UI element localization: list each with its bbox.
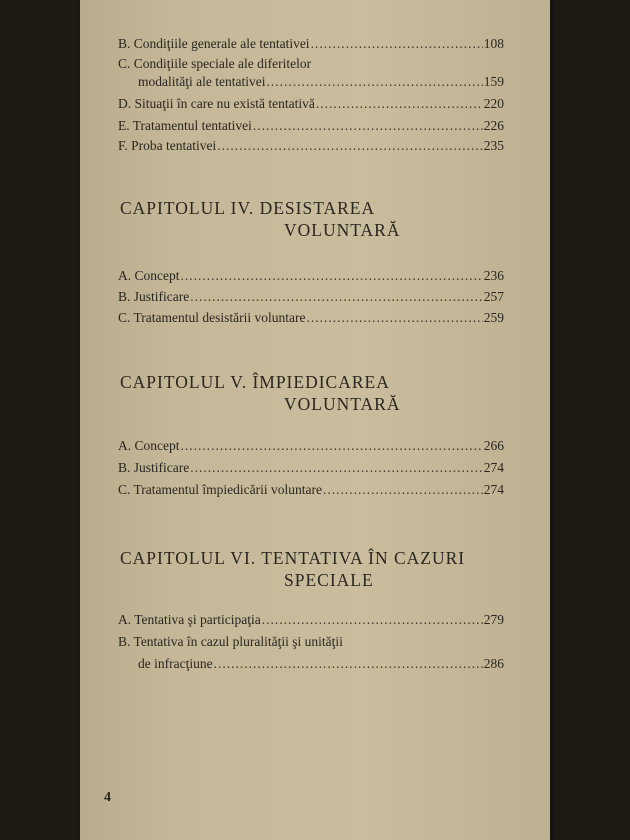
toc-entry-page: 286 xyxy=(483,656,504,671)
chapter-heading: CAPITOLUL IV. DESISTAREA xyxy=(120,198,376,218)
chapter-heading-continued: VOLUNTARĂ xyxy=(284,394,401,414)
toc-entry xyxy=(118,482,504,498)
toc-entry-title: E. Tratamentul tentativei xyxy=(118,118,252,133)
toc-entry xyxy=(118,138,504,154)
toc-entry xyxy=(118,656,504,672)
dot-leader xyxy=(181,268,483,284)
toc-entry-title: de infracţiune xyxy=(138,656,213,671)
toc-entry xyxy=(118,289,504,305)
toc-entry-title: F. Proba tentativei xyxy=(118,138,217,153)
dot-leader xyxy=(306,310,482,326)
toc-entry-title: A. Concept xyxy=(118,268,180,283)
dot-leader xyxy=(214,656,483,672)
toc-entry-page: 220 xyxy=(483,96,504,111)
toc-entry-page: 266 xyxy=(483,438,504,453)
dot-leader xyxy=(323,482,483,498)
page-number: 4 xyxy=(104,790,111,805)
chapter-heading-continued: SPECIALE xyxy=(284,570,374,590)
dot-leader xyxy=(181,438,483,454)
toc-entry xyxy=(118,460,504,476)
toc-entry xyxy=(118,310,504,326)
toc-entry-title: C. Condiţiile speciale ale diferitelor xyxy=(118,56,312,71)
toc-entry xyxy=(118,268,504,284)
dot-leader xyxy=(217,138,482,154)
toc-entry-page: 279 xyxy=(483,612,504,627)
toc-entry-page: 274 xyxy=(483,482,504,497)
toc-entry-title: C. Tratamentul împiedicării voluntare xyxy=(118,482,322,497)
toc-entry-page: 226 xyxy=(483,118,504,133)
toc-entry xyxy=(118,118,504,134)
toc-entry-title: B. Tentativa în cazul pluralităţii şi unităţii xyxy=(118,634,343,649)
toc-entry-title: A. Tentativa şi participaţia xyxy=(118,612,261,627)
toc-entry-page: 108 xyxy=(483,36,504,51)
toc-entry-title: B. Condiţiile generale ale tentativei xyxy=(118,36,310,51)
chapter-heading-continued: VOLUNTARĂ xyxy=(284,220,401,240)
toc-entry xyxy=(118,96,504,112)
toc-entry-page: 274 xyxy=(483,460,504,475)
dot-leader xyxy=(190,289,483,305)
toc-entry-page: 159 xyxy=(483,74,504,89)
dot-leader xyxy=(190,460,483,476)
toc-entry-title: A. Concept xyxy=(118,438,180,453)
dot-leader xyxy=(316,96,483,112)
dot-leader xyxy=(266,74,482,90)
toc-entry xyxy=(118,74,504,90)
toc-entry-page: 257 xyxy=(483,289,504,304)
toc-entry-page: 235 xyxy=(483,138,504,153)
dot-leader xyxy=(262,612,483,628)
toc-entry-title: B. Justificare xyxy=(118,289,190,304)
chapter-heading: CAPITOLUL VI. TENTATIVA ÎN CAZURI xyxy=(120,548,466,568)
toc-entry-title: modalităţi ale tentativei xyxy=(138,74,266,89)
dot-leader xyxy=(253,118,483,134)
toc-entry xyxy=(118,36,504,52)
toc-entry-page: 259 xyxy=(483,310,504,325)
dot-leader xyxy=(311,36,483,52)
toc-entry-title: D. Situaţii în care nu există tentativă xyxy=(118,96,315,111)
toc-entry-title: C. Tratamentul desistării voluntare xyxy=(118,310,306,325)
toc-entry-page: 236 xyxy=(483,268,504,283)
toc-entry xyxy=(118,438,504,454)
toc-entry-title: B. Justificare xyxy=(118,460,190,475)
chapter-heading: CAPITOLUL V. ÎMPIEDICAREA xyxy=(120,372,390,392)
toc-entry xyxy=(118,612,504,628)
